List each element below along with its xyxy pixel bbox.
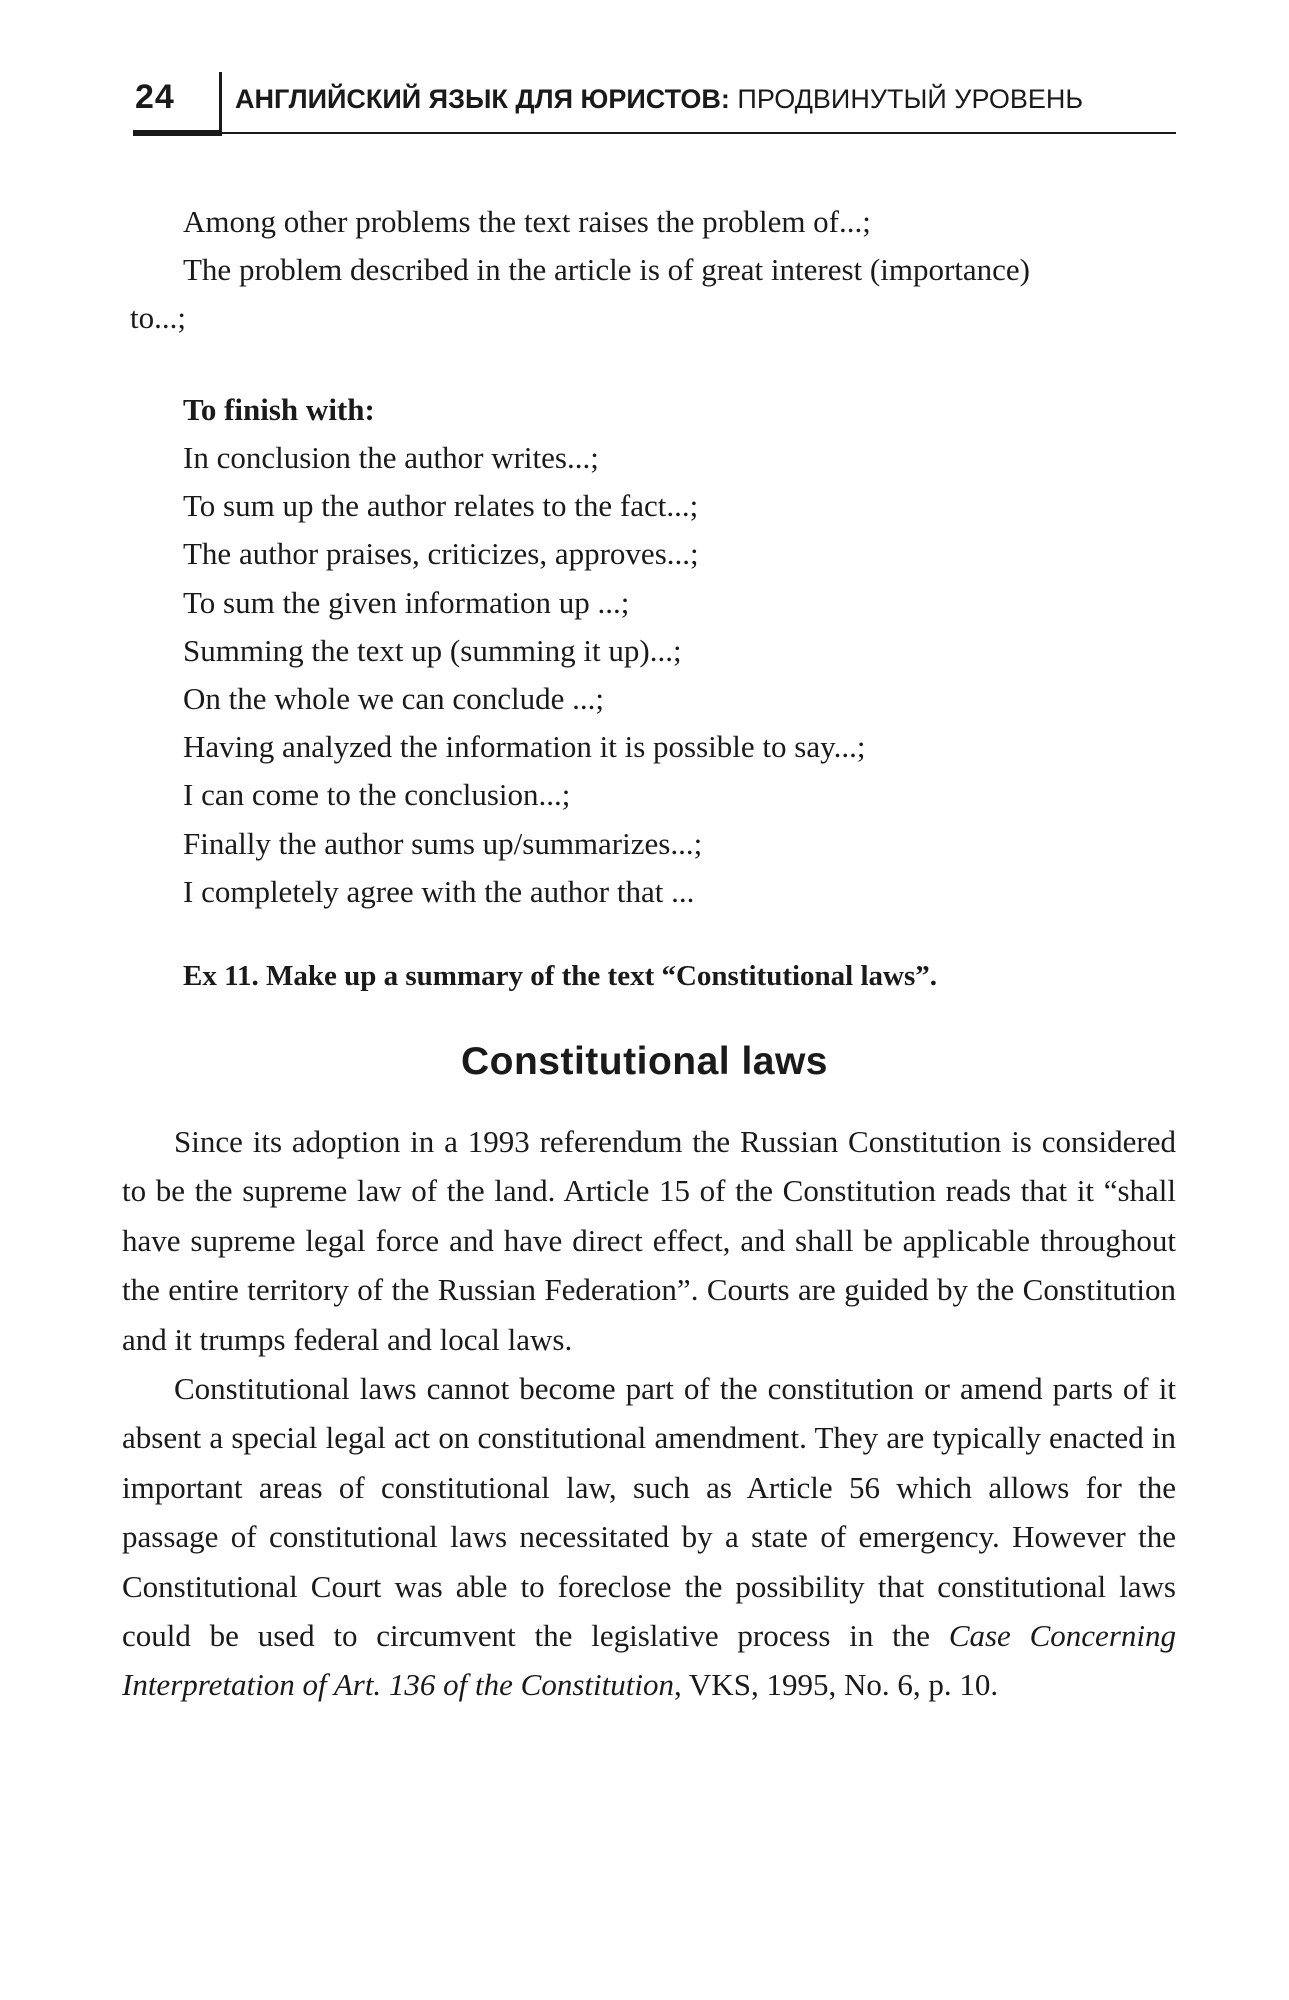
page-number: 24 bbox=[135, 78, 175, 116]
book-title bbox=[235, 84, 1083, 115]
phrase-line: Summing the text up (summing it up)...; bbox=[183, 632, 682, 668]
phrase-line: To sum the given information up ...; bbox=[183, 584, 630, 620]
book-title-main: АНГЛИЙСКИЙ ЯЗЫК ДЛЯ ЮРИСТОВ: bbox=[235, 84, 730, 114]
section-title: Constitutional laws bbox=[460, 1040, 828, 1083]
case-name: Case Concerning Interpretation of Art. 136 of the Constitution bbox=[122, 1618, 1176, 1703]
article-body bbox=[122, 1117, 1176, 1710]
phrase-continuation: to...; bbox=[130, 300, 186, 335]
phrase-line: I completely agree with the author that ... bbox=[183, 873, 695, 909]
case-citation: , VKS, 1995, No. 6, p. 10. bbox=[673, 1667, 999, 1703]
page-number-underline bbox=[133, 130, 219, 136]
phrase-line: To sum up the author relates to the fact...; bbox=[183, 488, 699, 524]
finish-heading: To finish with: bbox=[183, 392, 375, 427]
header-divider bbox=[219, 72, 222, 136]
exercise-instruction bbox=[183, 960, 937, 993]
exercise-text: Make up a summary of the text “Constitutional laws”. bbox=[258, 960, 938, 992]
intro-phrase-list bbox=[183, 198, 1183, 294]
finish-phrase-list bbox=[183, 434, 865, 916]
phrase-line: I can come to the conclusion...; bbox=[183, 777, 571, 813]
book-title-sub: ПРОДВИНУТЫЙ УРОВЕНЬ bbox=[729, 84, 1084, 114]
paragraph-text: Constitutional laws cannot become part of the constitution or amend parts of it absent a special legal act on constitutional amendment. They are typically enacted in important areas of constitutional law, such as Article 56 which allows for the passage of constitutional laws necessitated by a state of emergency. However the Constitutional Court was able to foreclose the possibility that constitutional laws could be used to circumvent the legislative process in the bbox=[122, 1371, 1176, 1654]
running-header bbox=[133, 72, 1176, 134]
phrase-line: Among other problems the text raises the problem of...; bbox=[183, 204, 871, 239]
phrase-line: The problem described in the article is of great interest (importance) bbox=[183, 252, 1030, 287]
phrase-line: The author praises, criticizes, approves...; bbox=[183, 536, 699, 572]
paragraph bbox=[122, 1364, 1176, 1710]
phrase-line: Having analyzed the information it is possible to say...; bbox=[183, 729, 866, 765]
exercise-label: Ex 11. bbox=[183, 960, 259, 992]
paragraph: Since its adoption in a 1993 referendum the Russian Constitution is considered to be the supreme law of the land. Article 15 of the Constitution reads that it “shall have supreme legal force and have direct effect, and shall be applicable throughout the entire territory of the Russian Federation”. Courts are guided by the Constitution and it trumps federal and local laws. bbox=[122, 1124, 1176, 1357]
phrase-line: Finally the author sums up/summarizes...; bbox=[183, 825, 703, 861]
phrase-line: In conclusion the author writes...; bbox=[183, 440, 599, 475]
phrase-line: On the whole we can conclude ...; bbox=[183, 681, 604, 717]
